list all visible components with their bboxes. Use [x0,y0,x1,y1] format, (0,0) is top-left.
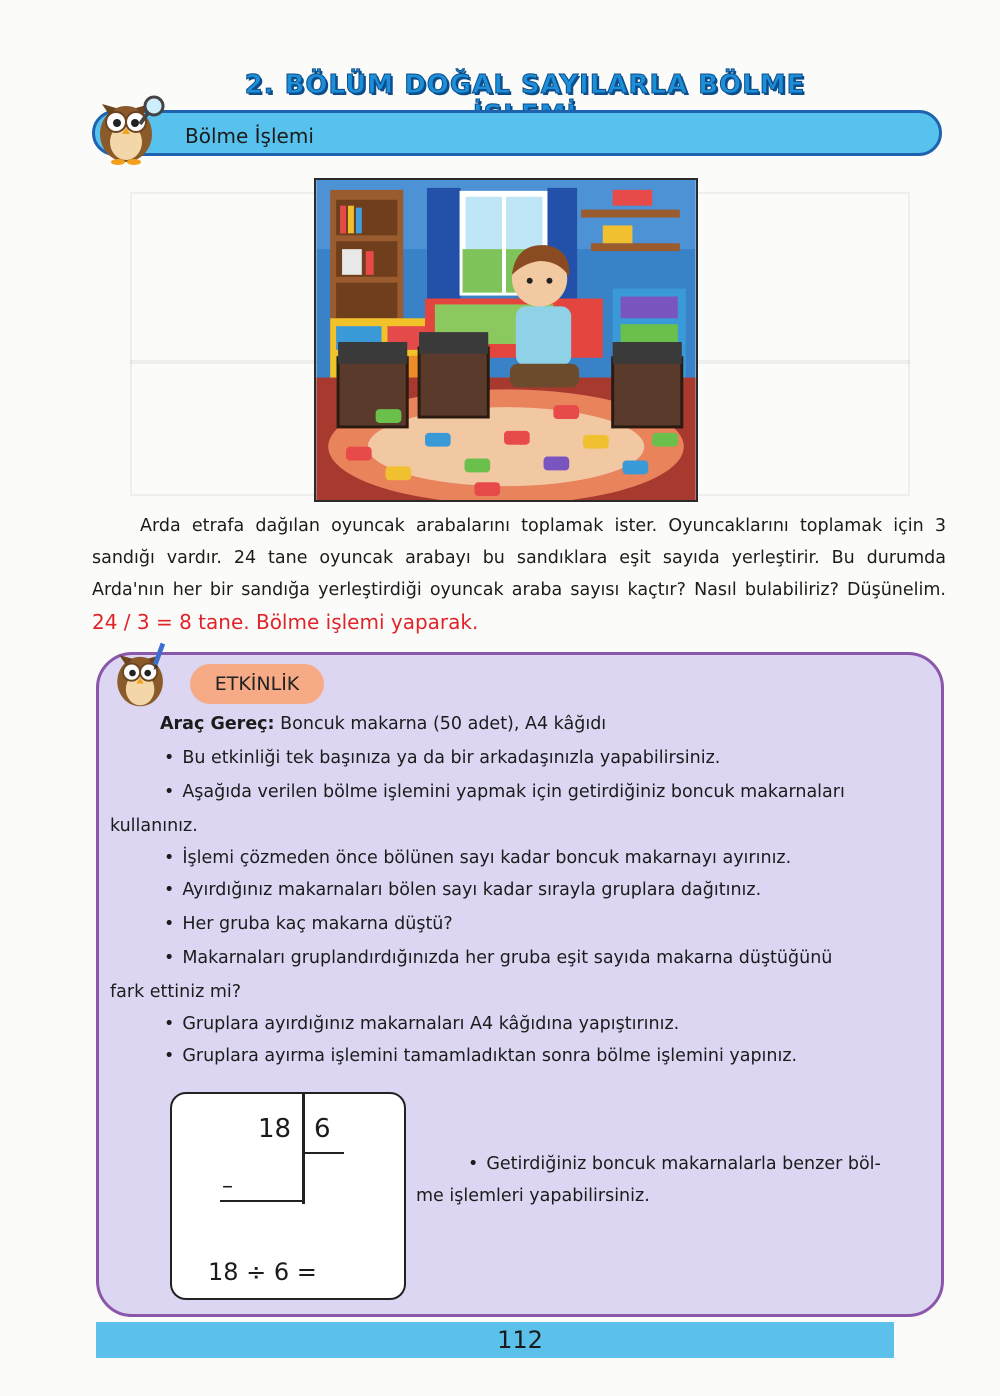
bullet-continuation: kullanınız. [110,816,198,836]
subtraction-line [220,1200,304,1202]
bullet-item: • Bu etkinliği tek başınıza ya da bir arkadaşınızla yapabilirsiniz. [164,748,720,768]
materials-label: Araç Gereç: [160,714,275,734]
division-box [170,1092,406,1300]
unit-title: 2. BÖLÜM DOĞAL SAYILARLA BÖLME [244,70,806,100]
side-note-continuation: me işlemleri yapabilirsiniz. [416,1186,650,1206]
lesson-title: Bölme İşlemi [185,124,314,148]
problem-paragraph [92,510,946,640]
activity-label: ETKİNLİK [190,664,324,704]
bullet-item: • Gruplara ayırdığınız makarnaları A4 kâğıdına yapıştırınız. [164,1014,679,1034]
bullet-continuation: fark ettiniz mi? [110,982,242,1002]
scene-illustration [314,178,698,502]
problem-text: Arda etrafa dağılan oyuncak arabalarını toplamak ister. Oyuncaklarını toplamak için 3 sandığı vardır. 24 tane oyuncak arabayı bu sandıklara eşit sayıda yerleştirir. Bu durumda Arda'nın her bir sandığa yerleştirdiği oyuncak araba sayısı kaçtır? Nasıl bulabiliriz? Düşünelim. [92,516,946,600]
bullet-item: • Ayırdığınız makarnaları bölen sayı kadar sırayla gruplara dağıtınız. [164,880,761,900]
owl-pencil-icon [104,636,180,712]
divisor-underline [304,1152,344,1154]
bullet-item: • Her gruba kaç makarna düştü? [164,914,453,934]
bullet-item: • Gruplara ayırma işlemini tamamladıktan sonra bölme işlemini yapınız. [164,1046,797,1066]
side-note: • Getirdiğiniz boncuk makarnalarla benzer böl- [468,1154,881,1174]
handwritten-answer: 24 / 3 = 8 tane. Bölme işlemi yaparak. [92,610,479,634]
materials-text: Boncuk makarna (50 adet), A4 kâğıdı [280,714,607,734]
bullet-item: • İşlemi çözmeden önce bölünen sayı kadar boncuk makarnayı ayırınız. [164,848,791,868]
dividend: 18 [258,1114,292,1144]
division-vertical-line [302,1094,305,1204]
bullet-item: • Aşağıda verilen bölme işlemini yapmak için getirdiğiniz boncuk makarnaları [164,782,845,802]
divisor: 6 [314,1114,331,1144]
owl-mascot-icon [88,86,168,166]
division-expression: 18 ÷ 6 = [208,1258,317,1286]
bullet-item: • Makarnaları gruplandırdığınızda her gruba eşit sayıda makarna düştüğünü [164,948,832,968]
page-number: 112 [497,1326,543,1354]
minus-sign: – [222,1174,233,1199]
materials-line [160,714,606,734]
